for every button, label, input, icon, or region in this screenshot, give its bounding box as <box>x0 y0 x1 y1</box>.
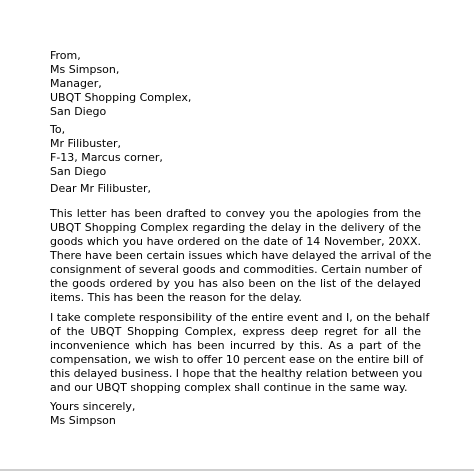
sender-name: Ms Simpson, <box>50 63 120 76</box>
sender-company: UBQT Shopping Complex, <box>50 91 192 104</box>
paragraph-line: There have been certain issues which have delayed the arrival of the <box>50 249 432 262</box>
signature-name: Ms Simpson <box>50 414 116 427</box>
closing-text: Yours sincerely, <box>50 400 136 413</box>
paragraph-line: items. This has been the reason for the delay. <box>50 291 302 304</box>
paragraph-line: the goods ordered by you has also been on the list of the delayed <box>50 277 421 290</box>
salutation <box>50 182 151 196</box>
recipient-address: F-13, Marcus corner, <box>50 151 163 164</box>
paragraph-line: goods which you have ordered on the date of 14 November, 20XX. <box>50 235 421 248</box>
paragraph-line: of the UBQT Shopping Complex, express deep regret for all the <box>50 325 421 338</box>
sender-title: Manager, <box>50 77 102 90</box>
paragraph-line: this delayed business. I hope that the healthy relation between you <box>50 367 423 380</box>
paragraph-line: This letter has been drafted to convey you the apologies from the <box>50 207 421 220</box>
paragraph-line: UBQT Shopping Complex regarding the delay in the delivery of the <box>50 221 421 234</box>
paragraph-line: and our UBQT shopping complex shall continue in the same way. <box>50 381 408 394</box>
paragraph-line: I take complete responsibility of the entire event and I, on the behalf <box>50 311 430 324</box>
recipient-city: San Diego <box>50 165 107 178</box>
salutation-text: Dear Mr Filibuster, <box>50 182 151 195</box>
sender-block <box>50 49 191 119</box>
recipient-label: To, <box>50 123 66 136</box>
body-paragraph-1 <box>50 207 432 305</box>
recipient-name: Mr Filibuster, <box>50 137 121 150</box>
recipient-block <box>50 123 163 179</box>
bottom-divider <box>0 469 474 471</box>
closing-block <box>50 400 135 428</box>
sender-city: San Diego <box>50 105 107 118</box>
sender-label: From, <box>50 49 81 62</box>
paragraph-line: inconvenience which has been incurred by this. As a part of the <box>50 339 421 352</box>
paragraph-line: compensation, we wish to offer 10 percent ease on the entire bill of <box>50 353 424 366</box>
paragraph-line: consignment of several goods and commodities. Certain number of <box>50 263 422 276</box>
body-paragraph-2 <box>50 311 430 395</box>
